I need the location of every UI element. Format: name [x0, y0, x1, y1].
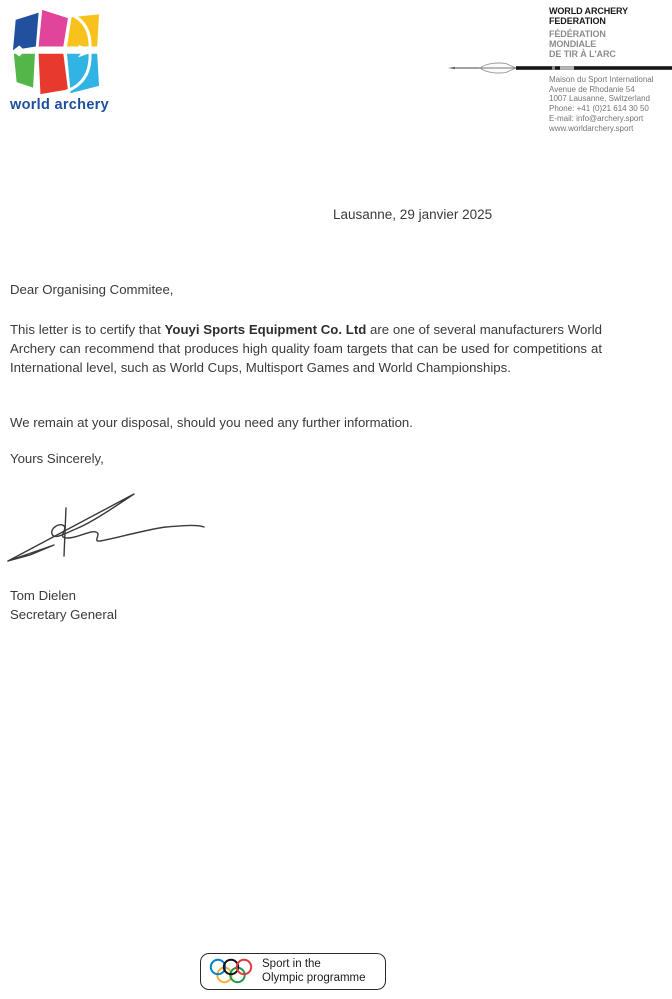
federation-name-fr: FÉDÉRATION MONDIALE DE TIR À L'ARC: [549, 29, 616, 59]
address-line: Avenue de Rhodanie 54: [549, 84, 635, 94]
federation-header: [549, 6, 669, 59]
olympic-programme-badge: [200, 953, 386, 990]
arrow-icon: [448, 61, 672, 74]
body-text: are one of several manufacturers World Archery can recommend that produces high quality foam targets that can be used for competitions at International level, such as World Cups, Multisport Games and World Championships.: [10, 322, 603, 375]
body-text: This letter is to certify that: [10, 322, 165, 337]
world-archery-logo: [10, 8, 130, 113]
badge-text: [262, 958, 366, 985]
address-line: Phone: +41 (0)21 614 30 50: [549, 104, 649, 114]
world-archery-wordmark: world archery: [10, 97, 109, 113]
signer-title: Secretary General: [10, 607, 118, 622]
closing-line: Yours Sincerely,: [10, 451, 104, 466]
address-line-email: E-mail: info@archery.sport: [549, 113, 644, 123]
address-line-website: www.worldarchery.sport: [549, 123, 634, 133]
badge-text-line1: Sport in the: [262, 958, 321, 970]
olympic-rings-icon: [209, 958, 253, 985]
badge-text-line2: Olympic programme: [262, 971, 366, 984]
salutation: Dear Organising Commitee,: [10, 282, 174, 297]
dateline: Lausanne, 29 janvier 2025: [333, 207, 493, 222]
signer-name: Tom Dielen: [10, 588, 76, 603]
company-name: Youyi Sports Equipment Co. Ltd: [164, 322, 367, 337]
body-paragraph-1: [10, 320, 602, 377]
signature-icon: [4, 488, 212, 574]
address-line: Maison du Sport International: [549, 75, 654, 84]
world-archery-logo-icon: [10, 8, 102, 95]
federation-name-en: WORLD ARCHERY FEDERATION: [549, 6, 629, 26]
address-line: 1007 Lausanne, Switzerland: [549, 94, 650, 104]
federation-address: [549, 75, 654, 133]
body-paragraph-2: We remain at your disposal, should you need any further information.: [10, 415, 413, 430]
